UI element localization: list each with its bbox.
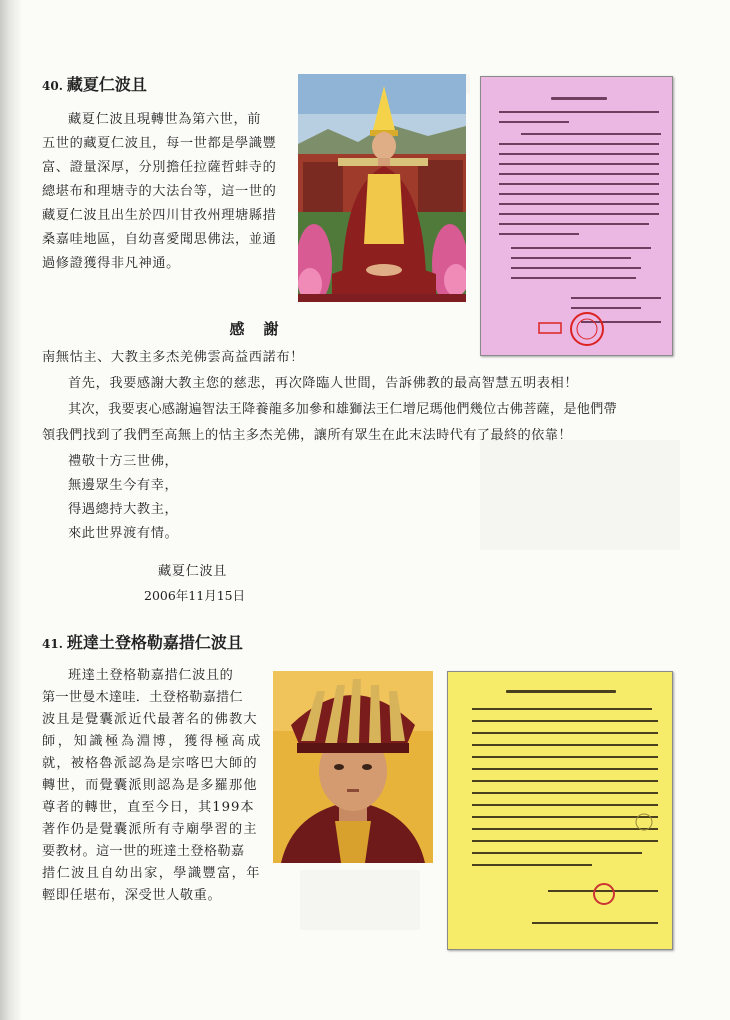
verse-line: 得遇總持大教主， bbox=[68, 502, 179, 517]
lama-portrait-photo bbox=[273, 671, 433, 863]
bio-line: 班達土登格勒嘉措仁波且的 bbox=[68, 668, 234, 683]
verse-line: 無邊眾生今有幸， bbox=[68, 478, 179, 493]
thanks-date: 2006年11月15日 bbox=[144, 588, 246, 603]
page-binding-gutter bbox=[0, 0, 22, 1020]
letter-tibetan-script bbox=[481, 77, 673, 356]
verse-line: 來此世界渡有情。 bbox=[68, 526, 179, 541]
bio-line: 著作仍是覺囊派所有寺廟學習的主 bbox=[42, 822, 258, 837]
lama-portrait-image bbox=[273, 671, 433, 863]
bio-line: 第一世曼木達哇．土登格勒嘉措仁 bbox=[42, 690, 243, 705]
section-number: 41. bbox=[42, 637, 63, 651]
thanks-signature: 藏夏仁波且 bbox=[158, 564, 227, 579]
bleed-through-block bbox=[480, 440, 680, 550]
section-41-title bbox=[42, 630, 243, 653]
verse-line: 禮敬十方三世佛， bbox=[68, 454, 179, 469]
tibetan-letter-yellow bbox=[447, 671, 673, 950]
bio-line: 富、證量深厚，分別擔任拉薩哲蚌寺的 bbox=[42, 160, 277, 175]
bio-line: 波且是覺囊派近代最著名的佛教大 bbox=[42, 712, 258, 727]
section-name: 班達土登格勒嘉措仁波且 bbox=[66, 633, 243, 652]
thanks-line: 其次，我要衷心感謝遍智法王降養龍多加參和雄獅法王仁增尼瑪他們幾位古佛菩薩，是他們帶 bbox=[68, 402, 617, 417]
section-name: 藏夏仁波且 bbox=[66, 75, 147, 94]
bio-line: 就，被格魯派認為是宗喀巴大師的 bbox=[42, 756, 258, 771]
bio-line: 師，知識極為淵博，獲得極高成 bbox=[42, 734, 264, 749]
thanks-line: 領我們找到了我們至高無上的怙主多杰羌佛，讓所有眾生在此末法時代有了最終的依靠！ bbox=[42, 428, 572, 443]
section-40-title bbox=[42, 72, 147, 95]
tibetan-letter-pink bbox=[480, 76, 673, 356]
bio-line: 轉世，而覺囊派則認為是多羅那他 bbox=[42, 778, 258, 793]
bio-line: 措仁波且自幼出家，學識豐富，年 bbox=[42, 866, 261, 881]
lama-portrait-photo bbox=[298, 74, 466, 302]
thanks-heading: 感 謝 bbox=[229, 320, 281, 338]
section-number: 40. bbox=[42, 79, 63, 93]
bio-line: 藏夏仁波且現轉世為第六世，前 bbox=[68, 112, 262, 127]
bio-line: 尊者的轉世，直至今日，其199本 bbox=[42, 800, 255, 815]
bio-line: 藏夏仁波且出生於四川甘孜州理塘縣措 bbox=[42, 208, 277, 223]
bio-line: 總堪布和理塘寺的大法台等，這一世的 bbox=[42, 184, 277, 199]
lama-portrait-image bbox=[298, 74, 466, 302]
bio-line: 桑嘉哇地區，自幼喜愛聞思佛法，並通 bbox=[42, 232, 277, 247]
bio-line: 五世的藏夏仁波且，每一世都是學識豐 bbox=[42, 136, 277, 151]
bio-line: 輕即任堪布，深受世人敬重。 bbox=[42, 888, 222, 903]
thanks-line: 南無怙主、大教主多杰羌佛雲高益西諾布！ bbox=[42, 350, 304, 365]
bio-line: 要教材。這一世的班達土登格勒嘉 bbox=[42, 844, 245, 859]
bleed-through-block bbox=[300, 870, 420, 930]
bio-line: 過修證獲得非凡神通。 bbox=[42, 256, 180, 271]
thanks-line: 首先，我要感謝大教主您的慈悲，再次降臨人世間，告訴佛教的最高智慧五明表相！ bbox=[68, 376, 579, 391]
letter-tibetan-script bbox=[448, 672, 673, 950]
